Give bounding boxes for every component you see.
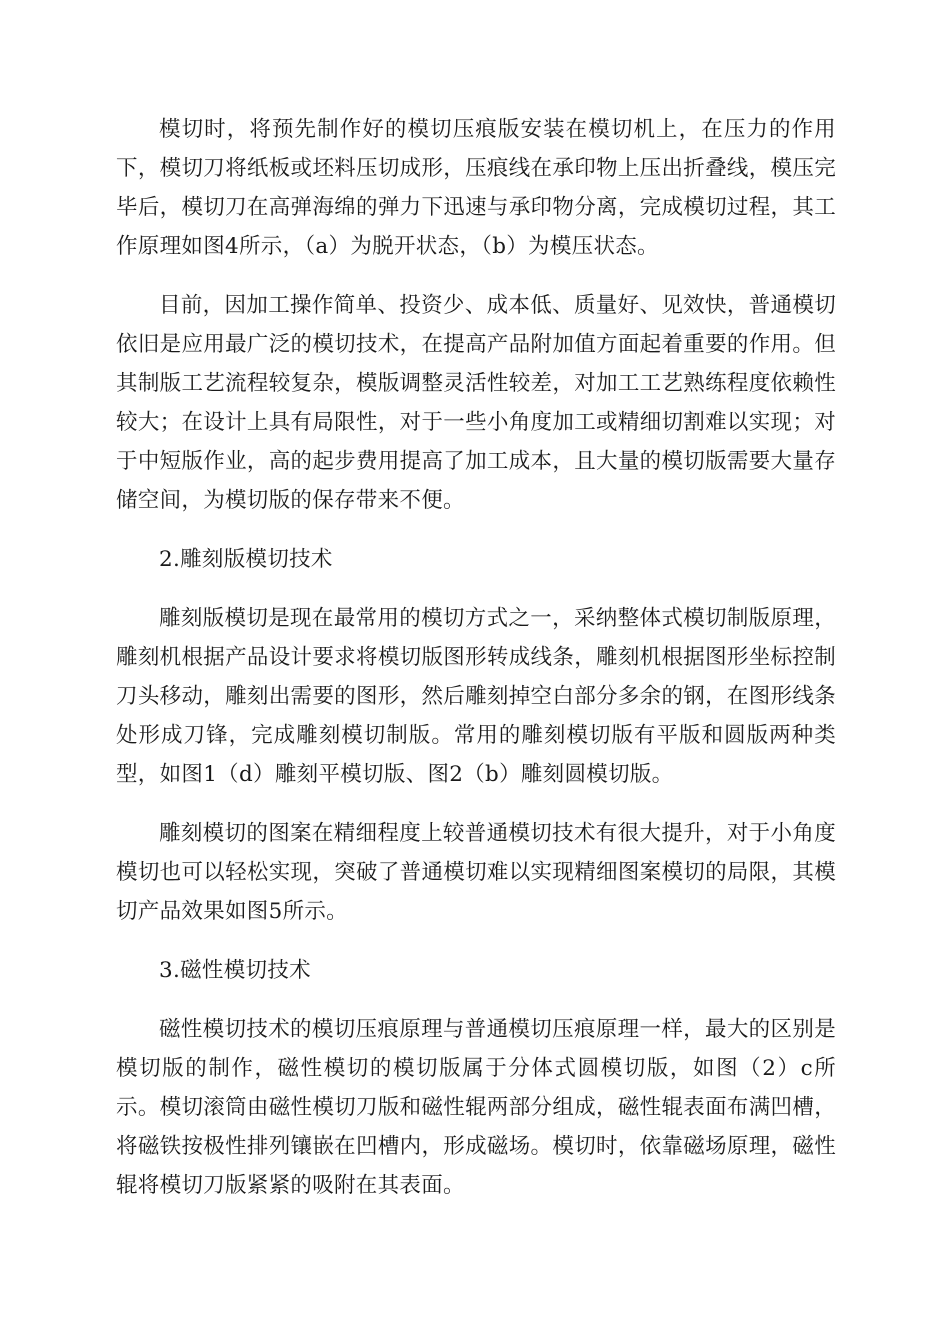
section-heading-engraved-die-cutting: 2.雕刻版模切技术 xyxy=(159,547,333,572)
document-body xyxy=(116,110,836,1225)
paragraph-die-cutting-process: 模切时，将预先制作好的模切压痕版安装在模切机上，在压力的作用下，模切刀将纸板或坯料压切成形，压痕线在承印物上压出折叠线，模压完毕后，模切刀在高弹海绵的弹力下迅速与承印物分离，完成模切过程，其工作原理如图4所示，（a）为脱开状态，（b）为模压状态。 xyxy=(116,117,836,259)
paragraph-engraved-die-cutting: 雕刻版模切是现在最常用的模切方式之一，采纳整体式模切制版原理，雕刻机根据产品设计要求将模切版图形转成线条，雕刻机根据图形坐标控制刀头移动，雕刻出需要的图形，然后雕刻掉空白部分多余的钢，在图形线条处形成刀锋，完成雕刻模切制版。常用的雕刻模切版有平版和圆版两种类型，如图1（d）雕刻平模切版、图2（b）雕刻圆模切版。 xyxy=(116,606,836,787)
section-heading-magnetic-die-cutting: 3.磁性模切技术 xyxy=(159,958,311,983)
paragraph-conventional-die-cutting: 目前，因加工操作简单、投资少、成本低、质量好、见效快，普通模切依旧是应用最广泛的模切技术，在提高产品附加值方面起着重要的作用。但其制版工艺流程较复杂，模版调整灵活性较差，对加工工艺熟练程度依赖性较大；在设计上具有局限性，对于一些小角度加工或精细切割难以实现；对于中短版作业，高的起步费用提高了加工成本，且大量的模切版需要大量存储空间，为模切版的保存带来不便。 xyxy=(116,293,836,513)
paragraph-magnetic-die-cutting: 磁性模切技术的模切压痕原理与普通模切压痕原理一样，最大的区别是模切版的制作，磁性模切的模切版属于分体式圆模切版，如图（2）c所示。模切滚筒由磁性模切刀版和磁性辊两部分组成，磁性辊表面布满凹槽，将磁铁按极性排列镶嵌在凹槽内，形成磁场。模切时，依靠磁场原理，磁性辊将模切刀版紧紧的吸附在其表面。 xyxy=(116,1017,836,1198)
paragraph-engraved-precision: 雕刻模切的图案在精细程度上较普通模切技术有很大提升，对于小角度模切也可以轻松实现，突破了普通模切难以实现精细图案模切的局限，其模切产品效果如图5所示。 xyxy=(116,821,836,924)
